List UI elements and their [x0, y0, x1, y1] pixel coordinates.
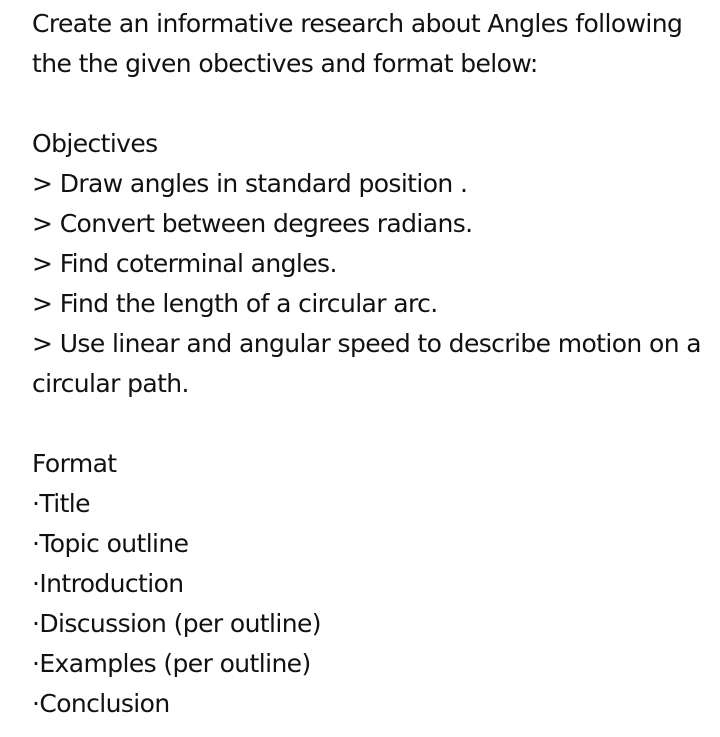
intro-line-1: Create an informative research about Angles following [32, 9, 683, 38]
objective-item: > Draw angles in standard position . [32, 169, 468, 198]
spacer [32, 404, 692, 444]
objectives-heading: Objectives [32, 129, 158, 158]
document-body [32, 4, 702, 724]
format-item: ·Discussion (per outline) [32, 609, 321, 638]
objective-item: > Find coterminal angles. [32, 249, 337, 278]
intro-paragraph [32, 4, 692, 84]
objective-item-line-2: circular path. [32, 369, 189, 398]
objective-item-line-1: > Use linear and angular speed to describe motion on a [32, 329, 702, 358]
objectives-section [32, 124, 702, 404]
format-item: ·Topic outline [32, 529, 189, 558]
format-item: ·Title [32, 489, 90, 518]
format-item: ·Conclusion [32, 689, 170, 718]
format-heading: Format [32, 449, 117, 478]
objective-item: > Find the length of a circular arc. [32, 289, 438, 318]
intro-line-2: the the given obectives and format below: [32, 49, 538, 78]
objective-item: > Convert between degrees radians. [32, 209, 473, 238]
format-section [32, 444, 692, 724]
format-item: ·Introduction [32, 569, 184, 598]
format-item: ·Examples (per outline) [32, 649, 311, 678]
spacer [32, 84, 692, 124]
